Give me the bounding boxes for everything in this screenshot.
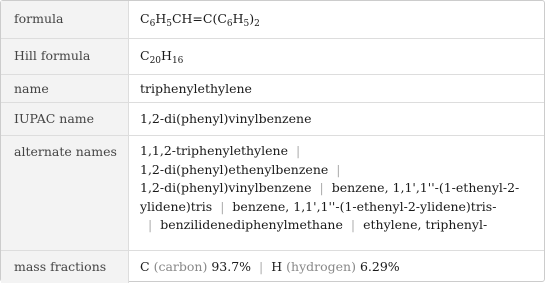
separator: |: [148, 217, 153, 232]
element-symbol: H: [271, 259, 283, 274]
name-label: name: [14, 81, 49, 96]
separator: |: [220, 198, 225, 214]
row-hill-formula: [1, 38, 544, 75]
alt-line-2: [140, 161, 536, 180]
formula-part: ): [249, 11, 255, 26]
formula-part: H: [161, 48, 172, 63]
alternate-names-value: [140, 142, 536, 235]
formula-subscript: 20: [149, 56, 162, 66]
separator: |: [295, 143, 301, 158]
separator: |: [319, 180, 324, 195]
name-value: triphenylethylene: [140, 81, 252, 96]
formula-subscript: 5: [243, 19, 250, 29]
mass-percent: 6.29%: [359, 259, 400, 274]
formula-part: C: [140, 11, 150, 26]
mass-percent: 93.7%: [211, 259, 252, 274]
alternate-name: benzilidenediphenylmethane: [160, 217, 343, 232]
alternate-names-label: alternate names: [14, 144, 117, 159]
row-iupac-name: [1, 102, 544, 136]
formula-subscript: 6: [226, 19, 233, 29]
separator: |: [259, 259, 264, 274]
alternate-name: benzene, 1,1',1''-(1-ethenyl-2-ylidene)tris: [140, 180, 520, 214]
iupac-label: IUPAC name: [14, 111, 95, 126]
row-alternate-names: [1, 135, 544, 251]
alt-line-1: [140, 142, 536, 161]
row-name: [1, 74, 544, 103]
row-mass-fractions: [1, 250, 544, 283]
element-symbol: C: [140, 259, 150, 274]
element-name: (hydrogen): [286, 259, 356, 274]
element-name: (carbon): [153, 259, 208, 274]
separator: |: [350, 217, 356, 232]
formula-part: C: [140, 48, 150, 63]
formula-subscript: 6: [149, 19, 156, 29]
separator: |: [336, 161, 341, 177]
formula-part: H: [155, 11, 167, 26]
hill-formula-value: [140, 47, 183, 66]
formula-subscript: 2: [254, 19, 260, 29]
alternate-name: 1,1,2-triphenylethylene: [140, 143, 288, 158]
alternate-name: 1,2-di(phenyl)vinylbenzene: [140, 180, 312, 195]
alt-line-3: [140, 179, 536, 235]
formula-part: CH=C(C: [171, 11, 227, 26]
formula-label: formula: [14, 11, 64, 26]
hill-formula-label: Hill formula: [14, 48, 91, 63]
row-formula: [1, 1, 544, 38]
mass-fractions-label: mass fractions: [14, 259, 107, 274]
alternate-name: 1,2-di(phenyl)ethenylbenzene: [140, 161, 329, 177]
alternate-name: benzene, 1,1',1''-(1-ethenyl-2-ylidene)tris-: [232, 198, 497, 214]
formula-subscript: 16: [171, 56, 184, 66]
mass-fractions-value: [140, 258, 400, 277]
formula-value: [140, 10, 260, 29]
formula-subscript: 5: [166, 19, 172, 29]
alternate-name: ethylene, triphenyl-: [363, 217, 488, 232]
iupac-value: 1,2-di(phenyl)vinylbenzene: [140, 111, 312, 126]
formula-part: H: [232, 11, 244, 26]
